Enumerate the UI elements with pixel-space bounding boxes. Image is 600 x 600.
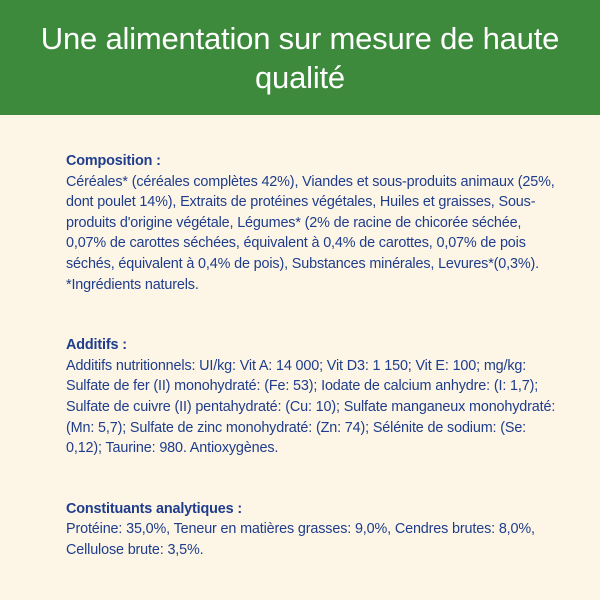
composition-note: *Ingrédients naturels. (66, 276, 199, 293)
analytical-section (66, 499, 564, 561)
product-info (0, 115, 600, 561)
analytical-text: Protéine: 35,0%, Teneur en matières grasses: 9,0%, Cendres brutes: 8,0%, Cellulose brute: 3,5%. (66, 521, 535, 558)
composition-text: Céréales* (céréales complètes 42%), Viandes et sous-produits animaux (25%, dont poulet 14%), Extraits de protéines végétales, Huiles et graisses, Sous-produits d'origine végétale, Légumes* (2% de racine de chicorée séchée, 0,07% de carottes séchées, équivalent à 0,4% de carottes, 0,07% de pois séchés, équivalent à 0,4% de pois), Substances minérales, Levures*(0,3%). (66, 173, 555, 272)
additives-section (66, 335, 564, 459)
additives-heading: Additifs : (66, 337, 127, 354)
analytical-heading: Constituants analytiques : (66, 500, 243, 517)
page-title: Une alimentation sur mesure de haute qualité (40, 20, 560, 95)
composition-heading: Composition : (66, 153, 161, 169)
composition-section (66, 151, 564, 295)
header-banner (0, 0, 600, 115)
additives-text: Additifs nutritionnels: UI/kg: Vit A: 14 000; Vit D3: 1 150; Vit E: 100; mg/kg: Sulfate de fer (II) monohydraté: (Fe: 53); Iodate de calcium anhydre: (I: 1,7); Sulfate de cuivre (II) pentahydraté: (Cu: 10); Sulfate manganeux monohydraté: (Mn: 5,7); Sulfate de zinc monohydraté: (Zn: 74); Sélénite de sodium: (Se: 0,12); Taurine: 980. Antioxygènes. (66, 357, 556, 457)
